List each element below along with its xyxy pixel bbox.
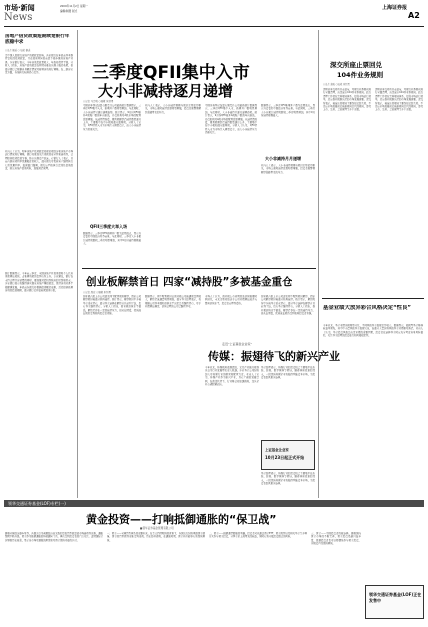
left-body-3: 统计数据显示，今年前三季度，全国房地产开发贷款和个人住房贷款增长较快，占新增贷款的比例有所上升。专家建议，银行在支持合理住房消费的同时，要加强对投机性购房的识别和约束。多家银行表示将继续落实国家房地产调控政策，保持房贷业务平稳健康发展。年底前各银行将根据信贷额度安排，适度控制新增房贷的投放规模，部分银行已开始收紧放贷审批。 <box>5 272 73 293</box>
left-column-divider <box>77 30 78 498</box>
section-label: 市场·新闻 <box>4 4 35 12</box>
masthead-rule <box>4 26 424 27</box>
section-label-en: News <box>4 12 33 23</box>
fund-logo-text: 领华交通证券基金(LOF)正在发售中 <box>369 592 422 603</box>
editor-line: 编辑/制图 版式 <box>60 10 78 13</box>
page-number: A2 <box>408 11 420 20</box>
left-body-1: 受中国人民银行房地产贷款政策影响，各家银行在年底前基本维持宽松的信贷政策，并在控制风险的前提下稳步推进房地产业务。多家银行表示，今年房贷投放量较大，年底将保持平稳。分析人士指出，房地产信贷政策在短期内难以出现大幅度收紧，但部分银行会根据自身额度情况对新增房贷进行调整。在二套房认定方面，各地执行标准仍有差异。 <box>5 54 73 75</box>
paper-name: 上海证券报 <box>382 5 408 11</box>
right-headline-3: 基金业绩大放异彩合风格决定“性良” <box>323 305 411 311</box>
bottom-section-bar: 领华交通证券基金(LOF)专栏(一) <box>4 500 424 507</box>
top-body-col3: 中国证券登记结算有限责任公司最新统计数据显示，三季度QFII集中入市，新增开户数明显增加。与此同时，大小非减持呈逐月递增态势。统计显示，9月份QFII新开A股账户数创年内新高，外资机构对A股市场的配置意愿增强。从减持情况看，限售股解禁后减持数量逐月上升，主要集中在中小板和部分蓝筹股。分析人士认为，QFII持续入市为市场注入增量资金，而大小非减持压力仍需关注。 <box>205 104 257 135</box>
top-subhead-2: 大小非减持月月递增 <box>265 156 301 161</box>
middle-body-4: 创业板首批上市公司迎来网下配售股份解禁，四家公司解禁股份被部分机构减持。统计显示，解禁股份中多被基金重仓持有，部分基金选择在解禁首日获利了结，也有基金继续持有。分析人士指出，创业板估值水平偏高，解禁后存在一定的减持压力，但从长期看，优质成长股仍受到机构投资者青睐。 <box>261 295 315 316</box>
left-byline: ○记者 据悉 ○ 编辑 据悉 <box>5 49 31 52</box>
top-subhead-1: QFII三季度大举入场 <box>90 224 128 229</box>
date-line: 2009年11月2日 星期一 <box>60 5 88 8</box>
bottom-col-2: 一、黄金——全球货币体系的重要补充。在美元持续贬值的背景下，各国央行纷纷增加黄金储备，黄金的货币属性重新受到重视。历史经验表明，在通胀时期，黄金往往能够有效保值增值。 <box>107 532 205 542</box>
top-headline-2: 大小非减持逐月递增 <box>98 82 234 100</box>
bottom-headline: 黄金投资——打响抵御通胀的“保卫战” <box>86 513 277 526</box>
bottom-col-1: 随着全球经济逐步复苏，各国央行为刺激经济而采取的宽松货币政策使市场流动性充裕，通胀预期不断升温。黄金作为抵御通胀的传统避险工具，再次受到投资者的广泛关注。近期国际金价屡创历史新高，显示出市场对通胀的担忧和对黄金保值功能的认可。 <box>5 532 103 542</box>
right-body-2: 今年以来，基金业绩出现明显分化，不同风格基金表现差异较大。数据显示，偏股型基金整体收益率领先，其中中小盘风格基金表现突出，而部分大盘价值风格基金业绩相对落后。业内人士认为，基金投资风格是决定业绩的重要因素，投资者在选择基金时应充分考虑自身风险偏好，关注基金经理的投资能力和风格稳定性。 <box>323 324 423 338</box>
middle-byline: ○记者 周宏 ○编辑 朱绍勇 <box>83 291 111 294</box>
right-section-rule <box>322 298 424 299</box>
right-byline: ○记者 张骏 ○编辑 朱绍勇 <box>323 83 350 86</box>
spotlight-headline: 传媒：振翅待飞的新兴产业 <box>208 350 340 363</box>
bottom-col-3: 二、黄金——抵御通货膨胀的利器。投资者可以通过黄金ETF、黄金股票以及相关基金等多种方式参与黄金投资，分享金价上涨带来的收益，同时有效分散投资组合的风险。 <box>209 532 307 539</box>
left-headline: 房地产信贷政策短期续宽银行年底稳中求 <box>5 34 70 45</box>
spotlight-ad <box>261 440 315 470</box>
spotlight-body-3: 基金经理表示，传媒行业的投资机会主要集中在出版、影视、数字媒体等领域，随着体制改革的深入，一批优质传媒企业将陆续登陆资本市场，为投资者提供更多选择。 <box>261 472 315 486</box>
top-byline: ○记者 马崇明 ○编辑 朱绍勇 <box>83 100 114 103</box>
middle-body-2: 数据显示，网下配售股份占创业板公司流通股比例较大，解禁后流通盘明显增加。部分基金经理表示，将根据公司基本面和估值水平决定是否继续持有，对于业绩增长确定、估值合理的公司会继续坚守。 <box>145 295 201 309</box>
top-body-col1: 中国证券登记结算有限责任公司最新统计数据显示，三季度QFII集中入市，新增开户数明显增加。与此同时，大小非减持呈逐月递增态势。统计显示，9月份QFII新开A股账户数创年内新高，外资机构对A股市场的配置意愿增强。从减持情况看，限售股解禁后减持数量逐月上升，主要集中在中小板和部分蓝筹股。分析人士认为，QFII持续入市为市场注入增量资金，而大小非减持压力仍需关注。 <box>83 104 141 131</box>
ad-line: 10月23日起正式开始 <box>265 455 305 460</box>
top-body-col4a: 数据显示，三季度QFII新增开户数为近期高点，显示外资看好中国经济复苏前景。与此同时，三季度大小非累计减持股数较二季度明显增加，其中9月份减持规模最大。 <box>261 104 315 118</box>
spotlight-kicker: 走近“上证基金企业家” <box>222 342 253 346</box>
right-headline-1: 深交所座止票回兑 <box>330 61 382 69</box>
bottom-col-4: 三、黄金——中国投资者的新选择。随着国内黄金市场的不断完善，黄金投资渠道日益丰富，普通投资者也可以便捷地参与黄金投资，实现资产的保值增值。 <box>311 532 361 546</box>
right-column-divider <box>318 30 319 498</box>
right-body-col2: 深圳证券交易所日前宣布，对现行业务规则进行全面清理，决定废止104件业务规则。此次清理工作旨在完善规则体系，提高市场运行效率，适应创业板推出后的市场发展需要。深交所表示，被废止的规则主要包括已经失效、不适应市场发展或已被新规则替代的规则，涉及上市、交易、会员管理等多个方面。 <box>375 88 423 112</box>
spotlight-body-2: 基金经理表示，传媒行业的投资机会主要集中在出版、影视、数字媒体等领域，随着体制改革的深入，一批优质传媒企业将陆续登陆资本市场，为投资者提供更多选择。 <box>261 366 315 380</box>
middle-body-3: 市场人士认为，创业板上市初期的高估值需要时间消化，未来走势将取决于公司业绩增长能否支撑其估值水平，投资者应理性看待。 <box>205 295 257 305</box>
left-body-2: 业内人士认为，明年房地产信贷政策将视宏观经济和房地产市场运行情况进行调整，银行将更加关注贷款的安全性和流动性，合理控制信贷投放节奏，防止出现资产泡沫。有银行人士表示，目前首套房贷利率优惠幅度仍较大，部分银行对优质客户继续执行七折优惠利率。监管部门强调，银行应严格执行差别化信贷政策，防范房地产信贷风险，加强贷后管理。 <box>5 150 73 171</box>
right-headline-2: 104件业务规则 <box>337 71 384 79</box>
ad-title: 上证基金企业家 <box>265 448 289 452</box>
middle-body-1: 创业板首批上市公司迎来网下配售股份解禁，四家公司解禁股份被部分机构减持。统计显示，解禁股份中多被基金重仓持有，部分基金选择在解禁首日获利了结，也有基金继续持有。分析人士指出，创业板估值水平偏高，解禁后存在一定的减持压力，但从长期看，优质成长股仍受到机构投资者青睐。 <box>83 295 141 316</box>
bottom-subhead: ■领华证券基金管理有限公司 <box>140 527 174 530</box>
right-body-col1: 深圳证券交易所日前宣布，对现行业务规则进行全面清理，决定废止104件业务规则。此次清理工作旨在完善规则体系，提高市场运行效率，适应创业板推出后的市场发展需要。深交所表示，被废止的规则主要包括已经失效、不适应市场发展或已被新规则替代的规则，涉及上市、交易、会员管理等多个方面。 <box>323 88 371 112</box>
middle-top-rule <box>82 268 316 269</box>
top-body-col2: 业内人士表示，大小非减持规模与股价走势密切相关，市场上涨时减持意愿明显增强，投资者需警惕解禁高峰带来的压力。 <box>145 104 201 114</box>
top-headline-1: 三季度QFII集中入市 <box>92 63 250 83</box>
top-body-col4b: 业内人士表示，大小非减持规模与股价走势密切相关，市场上涨时减持意愿明显增强，投资者需警惕解禁高峰带来的压力。 <box>261 164 315 174</box>
top-body-col1b: 数据显示，三季度QFII新增开户数为近期高点，显示外资看好中国经济复苏前景。与此同时，三季度大小非累计减持股数较二季度明显增加，其中9月份减持规模最大。 <box>83 232 141 246</box>
bottom-fund-logo <box>365 585 424 619</box>
spotlight-body-1: 今年以来，传媒板块表现活跃，文化产业振兴规划出台为行业发展带来重大机遇。多家基金公司纷纷加大对传媒行业的研究和配置力度。业内人士认为，传媒产业作为新兴产业，具有广阔的发展空间，在政策扶持下，行业整合将加速推进，龙头企业有望脱颖而出。 <box>205 366 259 387</box>
middle-headline: 创业板解禁首日 四家“减持股”多被基金重仓 <box>86 276 293 288</box>
